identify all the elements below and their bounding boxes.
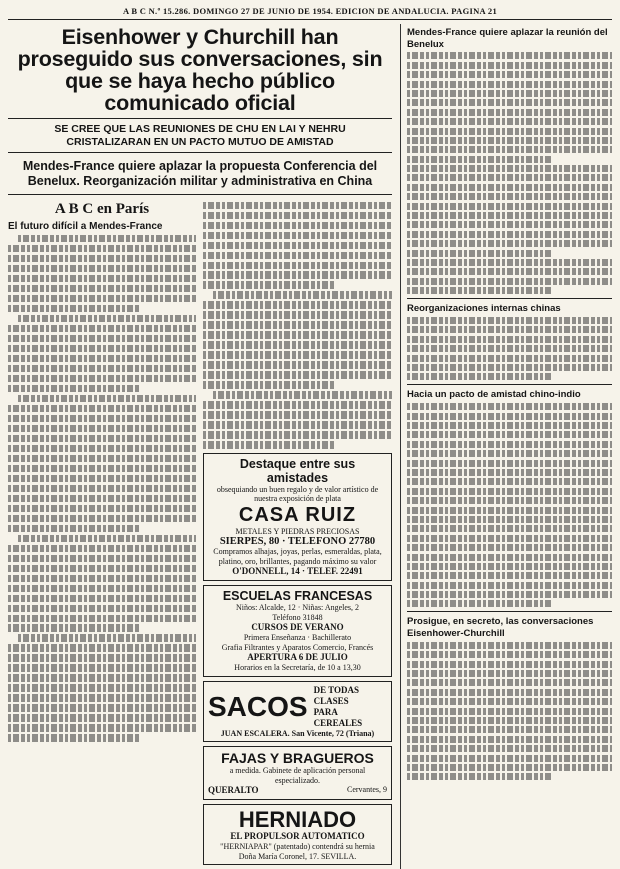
ad-text: Grafia Filtrantes y Aparatos Comercio, Francés [221,642,374,652]
article-headline: Mendes-France quiere aplazar la reunión del Benelux [407,27,608,50]
article-body [407,52,612,294]
ad-text: Niños: Alcalde, 12 · Niñas: Angeles, 2 [235,603,360,613]
sacos-row [208,685,387,729]
herniado-ad [203,804,392,865]
ad-text: Primera Enseñanza · Bachillerato [243,633,352,643]
ad-phone: SIERPES, 80 · TELEFONO 27780 [219,536,376,548]
divider [8,194,392,195]
ad-buy: Compramos alhajas, joyas, perlas, esmeraldas, plata, platino, oro, brillantes, pagando máximo su valor [213,547,382,566]
ad-text: Horarios en la Secretaría, de 10 a 13,30 [234,663,361,673]
paris-article-body [8,235,196,742]
article-headline: Prosigue, en secreto, las conversaciones Eisenhower-Churchill [407,616,594,639]
article-headline: Hacia un pacto de amistad chino-indio [407,389,581,401]
fajas-ad [203,746,392,800]
ad-text: Doña María Coronel, 17. SEVILLA. [238,851,357,861]
ad-text: "HERNIAPAR" (patentado) contendrá su hernia [220,842,375,852]
article-headline: El futuro difícil a Mendes-France [8,221,163,232]
ad-title: Destaque entre sus amistades [239,456,356,485]
divider [8,152,392,153]
article-headline: Reorganizaciones internas chinas [407,303,561,315]
divider [407,611,612,612]
secondary-headline: Mendes-France quiere aplazar la propuesta Conferencia del Benelux. Reorganización militar y administrativa en China [22,159,378,188]
ad-text: obsequiando un buen regalo y de valor artístico de nuestra exposición de plata [216,484,379,504]
ad-title: HERNIADO [238,807,357,833]
ad-text: DE TODAS CLASES [313,684,360,706]
ad-address: O'DONNELL, 14 · TELEF. 22491 [232,566,363,577]
right-column [400,24,612,869]
main-subheadline: SE CREE QUE LAS REUNIONES DE CHU EN LAI Y NEHRU CRISTALIZARAN EN UN PACTO MUTUO DE AMISTAD [54,123,346,148]
ad-services: METALES Y PIEDRAS PRECIOSAS [235,526,360,536]
casa-ruiz-ad [203,453,392,582]
main-area [8,24,392,869]
article-body [407,642,612,780]
ad-title: SACOS [208,690,308,722]
sacos-ad [203,681,392,743]
ad-text: CURSOS DE VERANO [251,622,344,633]
lower-columns [8,199,392,869]
ad-brand: CASA RUIZ [238,503,357,526]
page-columns [8,24,612,869]
divider [407,384,612,385]
ad-address: Cervantes, 9 [347,785,387,795]
divider [8,118,392,119]
divider [407,298,612,299]
main-headline: Eisenhower y Churchill han proseguido sus conversaciones, sin que se haya hecho público comunicado oficial [17,25,383,115]
ad-text: PARA CEREALES [313,706,363,728]
section-title: A B C en París [54,201,150,217]
article-body [407,403,612,607]
ad-text: Teléfono 31848 [272,612,323,622]
ad-text: JUAN ESCALERA. San Vicente, 72 (Triana) [220,728,375,738]
paris-column [8,199,196,869]
folio-line: A B C N.º 15.286. DOMINGO 27 DE JUNIO DE 1954. EDICION DE ANDALUCIA. PAGINA 21 [8,6,612,20]
article-body [407,317,612,380]
ad-name: QUERALTO [208,785,259,796]
ad-text: a medida. Gabinete de aplicación personal especializado. [229,766,366,785]
middle-column [203,199,392,869]
ad-title: ESCUELAS FRANCESAS [222,589,373,604]
ad-title: FAJAS Y BRAGUEROS [221,750,374,767]
continuation-text [203,202,392,449]
ad-text: APERTURA 6 DE JULIO [247,652,348,663]
ad-text: EL PROPULSOR AUTOMATICO [230,831,365,842]
escuelas-ad [203,585,392,677]
